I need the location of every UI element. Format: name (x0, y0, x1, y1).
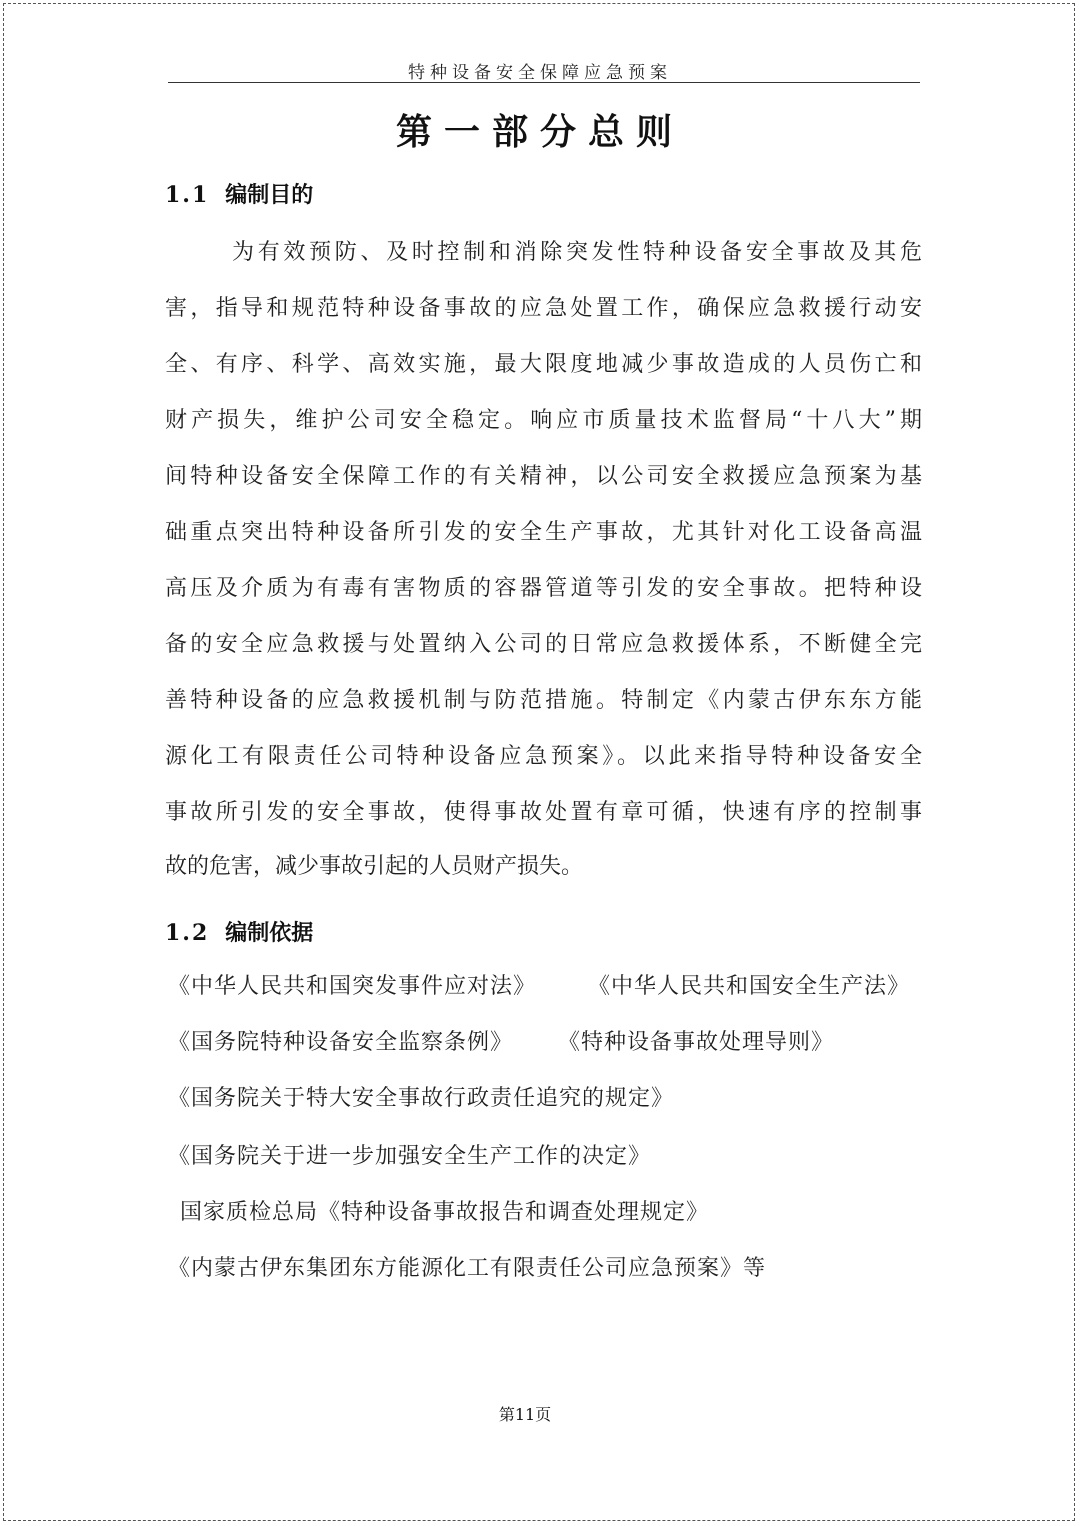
paragraph-line: 备的安全应急救援与处置纳入公司的日常应急救援体系，不断健全完 (165, 632, 922, 657)
section-title: 编制目的 (225, 182, 314, 208)
reference-item: 《内蒙古伊东集团东方能源化工有限责任公司应急预案》等 (168, 1256, 767, 1281)
paragraph-line: 高压及介质为有毒有害物质的容器管道等引发的安全事故。把特种设 (165, 576, 922, 601)
paragraph-line: 全、有序、科学、高效实施，最大限度地减少事故造成的人员伤亡和 (165, 352, 922, 377)
reference-item: 《国务院关于进一步加强安全生产工作的决定》 (168, 1144, 652, 1169)
reference-item: 《国务院关于特大安全事故行政责任追究的规定》 (168, 1086, 675, 1111)
paragraph-line: 源化工有限责任公司特种设备应急预案》。以此来指导特种设备安全 (165, 744, 922, 769)
section-number: 1.1 (165, 182, 210, 208)
reference-item: 《中华人民共和国安全生产法》 (588, 974, 911, 999)
running-header: 特种设备安全保障应急预案 (408, 63, 672, 83)
page-number: 第11页 (498, 1405, 552, 1424)
reference-item: 《特种设备事故处理导则》 (558, 1030, 835, 1055)
paragraph-line: 事故所引发的安全事故，使得事故处置有章可循，快速有序的控制事 (165, 800, 922, 825)
paragraph-line: 间特种设备安全保障工作的有关精神，以公司安全救援应急预案为基 (165, 464, 922, 489)
section-heading-1-1 (165, 178, 313, 209)
reference-item: 《国务院特种设备安全监察条例》 (168, 1030, 514, 1055)
paragraph-line: 故的危害，减少事故引起的人员财产损失。 (165, 854, 584, 879)
page-title: 第一部分总则 (395, 111, 684, 153)
paragraph-line: 为有效预防、及时控制和消除突发性特种设备安全事故及其危 (232, 240, 922, 265)
paragraph-line: 害，指导和规范特种设备事故的应急处置工作，确保应急救援行动安 (165, 296, 922, 321)
paragraph-line: 善特种设备的应急救援机制与防范措施。特制定《内蒙古伊东东方能 (165, 688, 922, 713)
header-divider (168, 82, 920, 83)
reference-item: 《中华人民共和国突发事件应对法》 (168, 974, 537, 999)
section-number: 1.2 (165, 920, 210, 946)
paragraph-line: 础重点突出特种设备所引发的安全生产事故，尤其针对化工设备高温 (165, 520, 922, 545)
paragraph-line: 财产损失，维护公司安全稳定。响应市质量技术监督局“十八大”期 (165, 408, 922, 433)
section-heading-1-2 (165, 916, 313, 947)
reference-item: 国家质检总局《特种设备事故报告和调查处理规定》 (180, 1200, 710, 1225)
section-title: 编制依据 (225, 920, 314, 946)
